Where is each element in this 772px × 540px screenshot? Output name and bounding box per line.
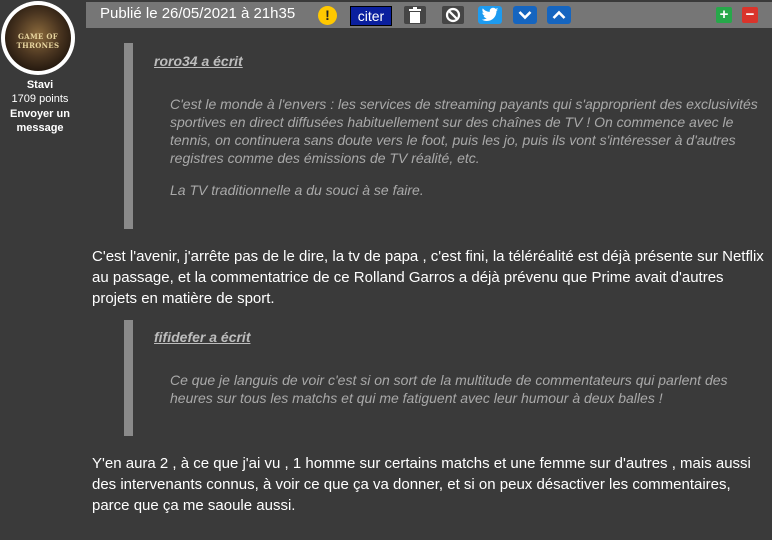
- post-content: [86, 28, 772, 540]
- quote-text: Ce que je languis de voir c'est si on sort de la multitude de commentateurs qui parlent des heures sur tous les matchs et qui me fatiguent avec leur humour à deux balles !: [170, 372, 728, 406]
- delete-button[interactable]: [404, 6, 426, 24]
- chevron-down-icon: [518, 10, 532, 20]
- downvote-button[interactable]: −: [742, 7, 758, 23]
- quote-text: C'est le monde à l'envers : les services de streaming payants qui s'approprient des exclusivités sportives en direct diffusées habituellement sur des chaînes de TV ! On commence avec le tennis, on continuera sans doute vers le foot, puis les jo, puis ils vont s'intéresser à d'autres registres comme des émissions de TV réalité, etc.: [170, 96, 758, 166]
- post-date: Publié le 26/05/2021 à 21h35: [100, 5, 296, 22]
- report-button[interactable]: [318, 6, 337, 25]
- quote-author[interactable]: fifidefer a écrit: [154, 329, 251, 345]
- avatar-logo: GAME OF THRONES: [16, 32, 60, 50]
- avatar[interactable]: [1, 1, 75, 75]
- twitter-share-button[interactable]: [478, 6, 502, 24]
- reply-text: C'est l'avenir, j'arrête pas de le dire, la tv de papa , c'est fini, la téléréalité est déjà présente sur Netflix au passage, et la commentatrice de ce Rolland Garros a déjà prévenu que Prime avait d'autres projets en matière de sport.: [92, 248, 764, 307]
- block-button[interactable]: [442, 6, 464, 24]
- post-header: [86, 2, 772, 28]
- warning-icon: !: [325, 7, 330, 23]
- author-name[interactable]: Stavi: [26, 79, 54, 91]
- chevron-up-icon: [552, 10, 566, 20]
- reply-text: Y'en aura 2 , à ce que j'ai vu , 1 homme sur certains matchs et une femme sur d'autres , mais aussi des intervenants connus, à voir ce que ça va donner, et si on peux désactiver les commentaires, parce que ça me saoule aussi.: [92, 455, 751, 514]
- author-panel: [0, 0, 80, 540]
- scroll-up-button[interactable]: [547, 6, 571, 24]
- send-message-link[interactable]: Envoyer un message: [10, 108, 70, 134]
- cite-button[interactable]: citer: [350, 6, 392, 26]
- ban-icon: [445, 7, 461, 23]
- trash-icon: [408, 7, 422, 23]
- quote-author[interactable]: roro34 a écrit: [154, 53, 243, 69]
- quote-text: La TV traditionnelle a du souci à se faire.: [170, 182, 424, 198]
- upvote-button[interactable]: +: [716, 7, 732, 23]
- author-points: 1709 points: [11, 93, 69, 105]
- scroll-down-button[interactable]: [513, 6, 537, 24]
- twitter-bird-icon: [481, 7, 499, 23]
